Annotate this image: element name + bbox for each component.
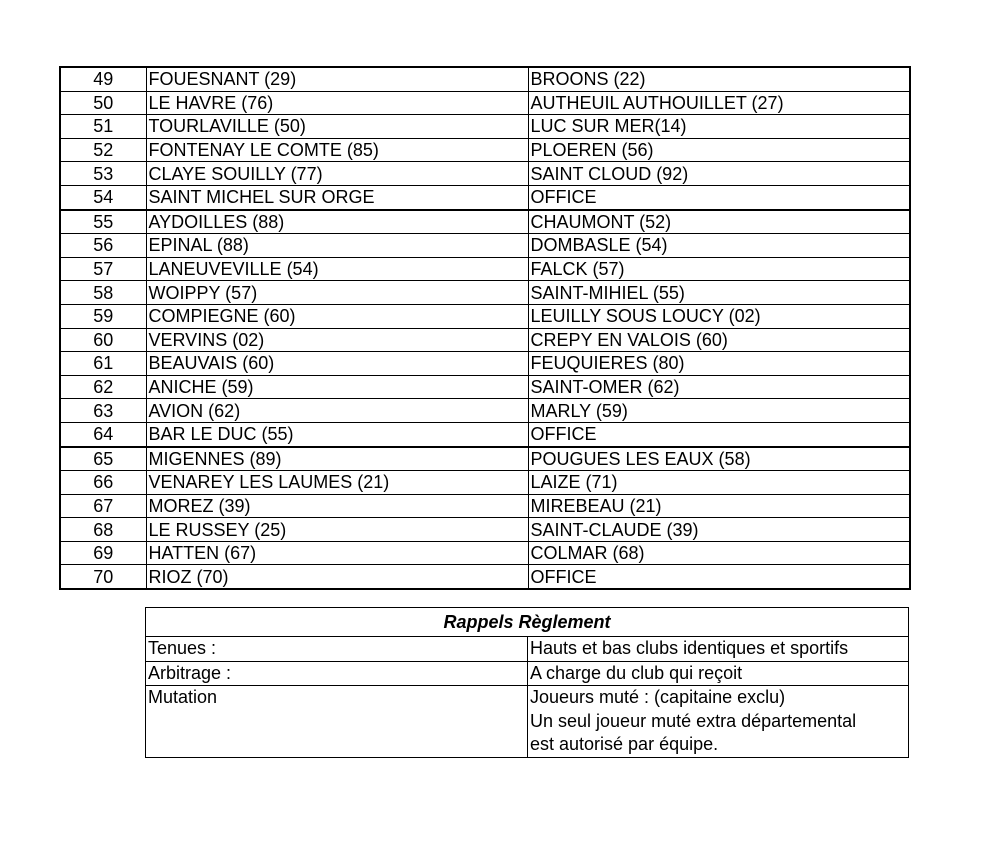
table-row [60,115,910,139]
home-team: LANEUVEVILLE (54) [146,257,528,281]
home-team: FONTENAY LE COMTE (85) [146,138,528,162]
match-number: 68 [60,518,146,542]
table-row [60,518,910,542]
home-team: EPINAL (88) [146,234,528,258]
table-row [60,91,910,115]
match-number: 50 [60,91,146,115]
home-team: SAINT MICHEL SUR ORGE [146,185,528,209]
match-number: 54 [60,185,146,209]
home-team: VERVINS (02) [146,328,528,352]
away-team: SAINT CLOUD (92) [528,162,910,186]
away-team: CREPY EN VALOIS (60) [528,328,910,352]
away-team: MARLY (59) [528,399,910,423]
away-team: FALCK (57) [528,257,910,281]
rules-title-row [146,608,909,637]
table-row [60,541,910,565]
home-team: LE RUSSEY (25) [146,518,528,542]
rule-label: Mutation [146,686,528,758]
home-team: WOIPPY (57) [146,281,528,305]
match-number: 59 [60,304,146,328]
home-team: VENAREY LES LAUMES (21) [146,471,528,495]
table-row [60,185,910,209]
match-number: 62 [60,375,146,399]
home-team: RIOZ (70) [146,565,528,589]
table-row [60,67,910,91]
match-number: 61 [60,352,146,376]
away-team: CHAUMONT (52) [528,210,910,234]
home-team: MIGENNES (89) [146,447,528,471]
away-team: LEUILLY SOUS LOUCY (02) [528,304,910,328]
table-row [60,257,910,281]
match-number: 63 [60,399,146,423]
match-number: 56 [60,234,146,258]
away-team: OFFICE [528,565,910,589]
table-row [60,352,910,376]
rules-row-mutation [146,686,909,758]
match-number: 55 [60,210,146,234]
table-row [60,281,910,305]
table-row [60,304,910,328]
rules-title: Rappels Règlement [146,608,909,637]
table-row [60,210,910,234]
away-team: DOMBASLE (54) [528,234,910,258]
match-number: 57 [60,257,146,281]
match-number: 53 [60,162,146,186]
home-team: AYDOILLES (88) [146,210,528,234]
away-team: FEUQUIERES (80) [528,352,910,376]
table-row [60,138,910,162]
rule-label: Arbitrage : [146,661,528,686]
rule-value: Hauts et bas clubs identiques et sportifs [528,637,909,662]
rules-table [145,607,909,758]
away-team: OFFICE [528,422,910,446]
match-number: 65 [60,447,146,471]
home-team: COMPIEGNE (60) [146,304,528,328]
table-row [60,471,910,495]
match-number: 58 [60,281,146,305]
table-row [60,494,910,518]
table-row [60,234,910,258]
away-team: MIREBEAU (21) [528,494,910,518]
home-team: ANICHE (59) [146,375,528,399]
away-team: POUGUES LES EAUX (58) [528,447,910,471]
table-row [60,447,910,471]
home-team: MOREZ (39) [146,494,528,518]
home-team: HATTEN (67) [146,541,528,565]
away-team: PLOEREN (56) [528,138,910,162]
match-number: 70 [60,565,146,589]
away-team: LUC SUR MER(14) [528,115,910,139]
matches-table [59,66,911,590]
away-team: LAIZE (71) [528,471,910,495]
table-row [60,328,910,352]
match-number: 60 [60,328,146,352]
match-number: 67 [60,494,146,518]
away-team: COLMAR (68) [528,541,910,565]
match-number: 49 [60,67,146,91]
match-number: 52 [60,138,146,162]
match-number: 69 [60,541,146,565]
home-team: BAR LE DUC (55) [146,422,528,446]
away-team: SAINT-CLAUDE (39) [528,518,910,542]
match-number: 64 [60,422,146,446]
away-team: SAINT-MIHIEL (55) [528,281,910,305]
rule-value-line: Joueurs muté : (capitaine exclu) [530,687,786,707]
away-team: BROONS (22) [528,67,910,91]
home-team: CLAYE SOUILLY (77) [146,162,528,186]
away-team: AUTHEUIL AUTHOUILLET (27) [528,91,910,115]
home-team: BEAUVAIS (60) [146,352,528,376]
away-team: SAINT-OMER (62) [528,375,910,399]
home-team: TOURLAVILLE (50) [146,115,528,139]
table-row [60,375,910,399]
rules-row-arbitrage [146,661,909,686]
rule-value-line: Un seul joueur muté extra départemental [530,710,857,731]
home-team: AVION (62) [146,399,528,423]
rule-value: A charge du club qui reçoit [528,661,909,686]
match-number: 66 [60,471,146,495]
rule-value-line: est autorisé par équipe. [530,734,719,754]
match-number: 51 [60,115,146,139]
home-team: FOUESNANT (29) [146,67,528,91]
rules-row-tenues [146,637,909,662]
table-row [60,399,910,423]
rule-value [528,686,909,758]
table-row [60,422,910,446]
rule-label: Tenues : [146,637,528,662]
table-row [60,162,910,186]
home-team: LE HAVRE (76) [146,91,528,115]
table-row [60,565,910,589]
away-team: OFFICE [528,185,910,209]
